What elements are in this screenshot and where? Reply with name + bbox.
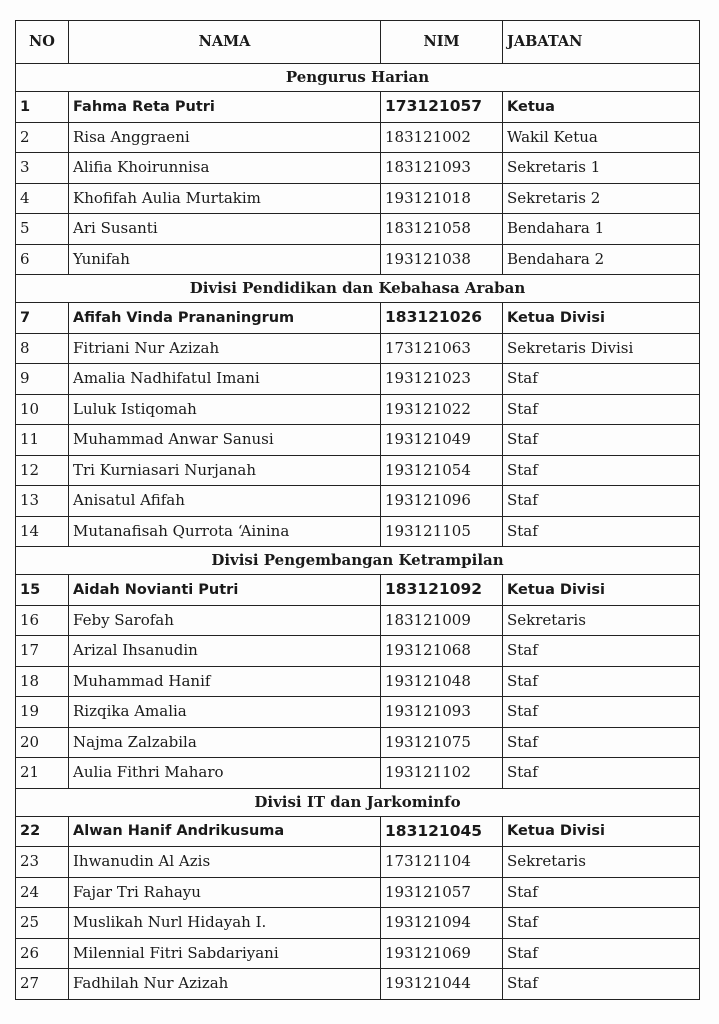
section-row	[16, 788, 700, 816]
header-row	[16, 21, 700, 64]
table-row	[16, 847, 700, 878]
cell-nim: 183121002	[381, 122, 503, 153]
table-row	[16, 303, 700, 334]
cell-no: 7	[16, 303, 69, 334]
table-row	[16, 486, 700, 517]
cell-jabatan: Ketua Divisi	[503, 303, 700, 334]
cell-jabatan: Staf	[503, 486, 700, 517]
cell-no: 12	[16, 455, 69, 486]
cell-nama: Muhammad Anwar Sanusi	[69, 425, 381, 456]
table-row	[16, 938, 700, 969]
cell-nama: Mutanafisah Qurrota ‘Ainina	[69, 516, 381, 547]
cell-nim: 193121075	[381, 727, 503, 758]
cell-no: 18	[16, 666, 69, 697]
cell-jabatan: Staf	[503, 666, 700, 697]
cell-nama: Alwan Hanif Andrikusuma	[69, 816, 381, 847]
cell-no: 22	[16, 816, 69, 847]
cell-no: 14	[16, 516, 69, 547]
cell-no: 8	[16, 333, 69, 364]
section-row	[16, 64, 700, 92]
cell-no: 13	[16, 486, 69, 517]
cell-nim: 183121009	[381, 605, 503, 636]
cell-jabatan: Sekretaris 2	[503, 183, 700, 214]
table-row	[16, 394, 700, 425]
cell-jabatan: Staf	[503, 697, 700, 728]
table-row	[16, 816, 700, 847]
cell-no: 4	[16, 183, 69, 214]
cell-nama: Ihwanudin Al Azis	[69, 847, 381, 878]
cell-jabatan: Staf	[503, 877, 700, 908]
cell-no: 25	[16, 908, 69, 939]
cell-jabatan: Staf	[503, 364, 700, 395]
table-row	[16, 364, 700, 395]
cell-jabatan: Staf	[503, 908, 700, 939]
section-title: Divisi Pengembangan Ketrampilan	[16, 547, 700, 575]
cell-jabatan: Staf	[503, 938, 700, 969]
cell-jabatan: Ketua Divisi	[503, 816, 700, 847]
member-table	[15, 20, 700, 1000]
cell-jabatan: Bendahara 2	[503, 244, 700, 275]
cell-nim: 193121054	[381, 455, 503, 486]
table-row	[16, 214, 700, 245]
cell-jabatan: Staf	[503, 758, 700, 789]
cell-nama: Arizal Ihsanudin	[69, 636, 381, 667]
cell-jabatan: Sekretaris	[503, 605, 700, 636]
cell-nim: 183121058	[381, 214, 503, 245]
cell-no: 1	[16, 92, 69, 123]
cell-no: 3	[16, 153, 69, 184]
cell-nama: Feby Sarofah	[69, 605, 381, 636]
cell-nim: 193121044	[381, 969, 503, 1000]
cell-no: 20	[16, 727, 69, 758]
cell-nim: 193121057	[381, 877, 503, 908]
cell-nama: Amalia Nadhifatul Imani	[69, 364, 381, 395]
cell-nim: 193121102	[381, 758, 503, 789]
section-row	[16, 547, 700, 575]
cell-nama: Fahma Reta Putri	[69, 92, 381, 123]
table-row	[16, 575, 700, 606]
cell-no: 2	[16, 122, 69, 153]
cell-jabatan: Bendahara 1	[503, 214, 700, 245]
cell-no: 24	[16, 877, 69, 908]
cell-nama: Yunifah	[69, 244, 381, 275]
table-row	[16, 908, 700, 939]
cell-nim: 193121096	[381, 486, 503, 517]
cell-nim: 193121022	[381, 394, 503, 425]
table-row	[16, 605, 700, 636]
table-body	[16, 64, 700, 1000]
table-row	[16, 455, 700, 486]
cell-jabatan: Staf	[503, 636, 700, 667]
cell-jabatan: Sekretaris 1	[503, 153, 700, 184]
table-row	[16, 425, 700, 456]
cell-nama: Muhammad Hanif	[69, 666, 381, 697]
cell-no: 23	[16, 847, 69, 878]
cell-nim: 173121104	[381, 847, 503, 878]
cell-no: 16	[16, 605, 69, 636]
cell-nim: 193121023	[381, 364, 503, 395]
cell-nim: 193121018	[381, 183, 503, 214]
table-row	[16, 758, 700, 789]
cell-no: 10	[16, 394, 69, 425]
table-row	[16, 244, 700, 275]
cell-no: 11	[16, 425, 69, 456]
cell-nama: Tri Kurniasari Nurjanah	[69, 455, 381, 486]
cell-nama: Afifah Vinda Prananingrum	[69, 303, 381, 334]
cell-nama: Luluk Istiqomah	[69, 394, 381, 425]
table-row	[16, 153, 700, 184]
cell-nim: 193121049	[381, 425, 503, 456]
cell-jabatan: Staf	[503, 516, 700, 547]
section-title: Divisi IT dan Jarkominfo	[16, 788, 700, 816]
cell-nim: 193121068	[381, 636, 503, 667]
cell-nim: 193121105	[381, 516, 503, 547]
cell-no: 26	[16, 938, 69, 969]
cell-nama: Khofifah Aulia Murtakim	[69, 183, 381, 214]
table-row	[16, 92, 700, 123]
cell-nim: 183121026	[381, 303, 503, 334]
cell-no: 15	[16, 575, 69, 606]
cell-no: 19	[16, 697, 69, 728]
cell-no: 17	[16, 636, 69, 667]
cell-no: 27	[16, 969, 69, 1000]
cell-jabatan: Staf	[503, 969, 700, 1000]
cell-jabatan: Staf	[503, 425, 700, 456]
cell-nama: Milennial Fitri Sabdariyani	[69, 938, 381, 969]
cell-jabatan: Wakil Ketua	[503, 122, 700, 153]
table-row	[16, 697, 700, 728]
cell-jabatan: Sekretaris Divisi	[503, 333, 700, 364]
cell-nim: 193121048	[381, 666, 503, 697]
table-row	[16, 516, 700, 547]
cell-jabatan: Staf	[503, 455, 700, 486]
cell-nim: 193121094	[381, 908, 503, 939]
cell-nama: Fajar Tri Rahayu	[69, 877, 381, 908]
table-row	[16, 969, 700, 1000]
cell-nim: 193121093	[381, 697, 503, 728]
cell-nim: 173121063	[381, 333, 503, 364]
cell-no: 5	[16, 214, 69, 245]
header-no: NO	[16, 21, 69, 64]
cell-nim: 193121038	[381, 244, 503, 275]
cell-nama: Ari Susanti	[69, 214, 381, 245]
section-row	[16, 275, 700, 303]
table-row	[16, 666, 700, 697]
cell-no: 6	[16, 244, 69, 275]
table-row	[16, 122, 700, 153]
cell-jabatan: Staf	[503, 394, 700, 425]
cell-nama: Fadhilah Nur Azizah	[69, 969, 381, 1000]
cell-nama: Fitriani Nur Azizah	[69, 333, 381, 364]
cell-jabatan: Sekretaris	[503, 847, 700, 878]
table-row	[16, 333, 700, 364]
cell-nim: 183121093	[381, 153, 503, 184]
cell-nama: Aulia Fithri Maharo	[69, 758, 381, 789]
cell-nim: 173121057	[381, 92, 503, 123]
cell-no: 9	[16, 364, 69, 395]
table-header	[16, 21, 700, 64]
cell-jabatan: Ketua Divisi	[503, 575, 700, 606]
cell-jabatan: Staf	[503, 727, 700, 758]
table-row	[16, 727, 700, 758]
cell-nama: Najma Zalzabila	[69, 727, 381, 758]
cell-nim: 193121069	[381, 938, 503, 969]
cell-nama: Alifia Khoirunnisa	[69, 153, 381, 184]
cell-nama: Aidah Novianti Putri	[69, 575, 381, 606]
cell-jabatan: Ketua	[503, 92, 700, 123]
cell-nama: Muslikah Nurl Hidayah I.	[69, 908, 381, 939]
section-title: Pengurus Harian	[16, 64, 700, 92]
cell-nim: 183121092	[381, 575, 503, 606]
cell-nama: Risa Anggraeni	[69, 122, 381, 153]
table-row	[16, 877, 700, 908]
section-title: Divisi Pendidikan dan Kebahasa Araban	[16, 275, 700, 303]
cell-nama: Anisatul Afifah	[69, 486, 381, 517]
header-nama: NAMA	[69, 21, 381, 64]
cell-nama: Rizqika Amalia	[69, 697, 381, 728]
cell-nim: 183121045	[381, 816, 503, 847]
table-row	[16, 636, 700, 667]
header-jabatan: JABATAN	[503, 21, 700, 64]
cell-no: 21	[16, 758, 69, 789]
header-nim: NIM	[381, 21, 503, 64]
table-row	[16, 183, 700, 214]
